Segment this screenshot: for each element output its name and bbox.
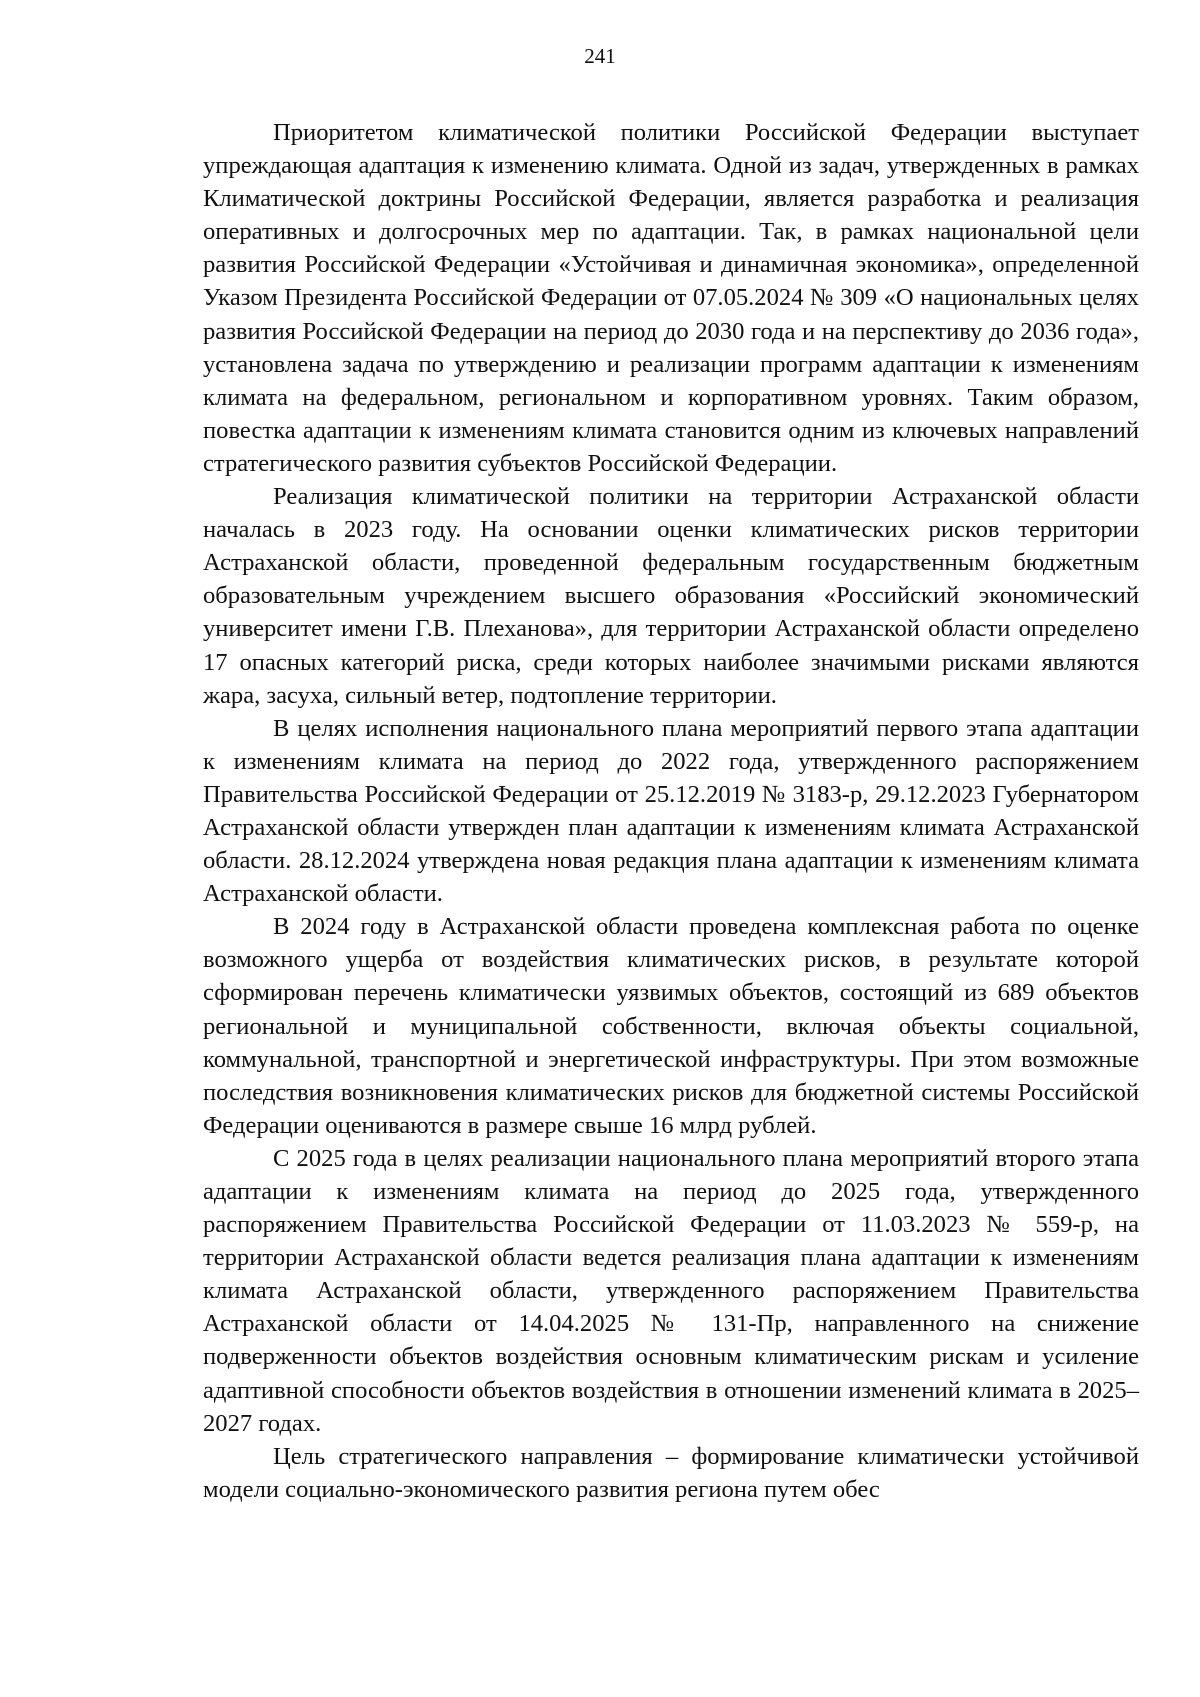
paragraph-policy-implementation: Реализация климатической политики на территории Астраханской области началась в 2023 году. На основании оценки климатических рисков территории Астраханской области, проведенной федеральным государственным бюджетным образовательным учреждением высшего образования «Российский экономический университет имени Г.В. Плеханова», для территории Астраханской области определено 17 опасных категорий риска, среди которых наиболее значимыми рисками являются жара, засуха, сильный ветер, подтопление территории. [203, 483, 1139, 709]
paragraph-first-stage-plan: В целях исполнения национального плана мероприятий первого этапа адаптации к изменениям климата на период до 2022 года, утвержденного распоряжением Правительства Российской Федерации от 25.12.2019 № 3183-р, 29.12.2023 Губернатором Астраханской области утвержден план адаптации к изменениям климата Астраханской области. 28.12.2024 утверждена новая редакция плана адаптации к изменениям климата Астраханской области. [203, 714, 1139, 908]
paragraph-second-stage-plan: С 2025 года в целях реализации национального плана мероприятий второго этапа адаптации к изменениям климата на период до 2025 года, утвержденного распоряжением Правительства Российской Федерации от 11.03.2023 № 559-р, на территории Астраханской области ведется реализация плана адаптации к изменениям климата Астраханской области, утвержденного распоряжением Правительства Астраханской области от 14.04.2025 № 131-Пр, направленного на снижение подверженности объектов воздействия основным климатическим рискам и усиление адаптивной способности объектов воздействия в отношении изменений климата в 2025–2027 годах. [203, 1144, 1139, 1437]
document-body [203, 116, 1139, 1506]
paragraph-damage-assessment: В 2024 году в Астраханской области проведена комплексная работа по оценке возможного ущерба от воздействия климатических рисков, в результате которой сформирован перечень климатически уязвимых объектов, состоящий из 689 объектов региональной и муниципальной собственности, включая объекты социальной, коммунальной, транспортной и энергетической инфраструктуры. При этом возможные последствия возникновения климатических рисков для бюджетной системы Российской Федерации оцениваются в размере свыше 16 млрд рублей. [203, 913, 1139, 1139]
page-number: 241 [584, 44, 616, 68]
paragraph-climate-policy-priority: Приоритетом климатической политики Российской Федерации выступает упреждающая адаптация к изменению климата. Одной из задач, утвержденных в рамках Климатической доктрины Российской Федерации, является разработка и реализация оперативных и долгосрочных мер по адаптации. Так, в рамках национальной цели развития Российской Федерации «Устойчивая и динамичная экономика», определенной Указом Президента Российской Федерации от 07.05.2024 № 309 «О национальных целях развития Российской Федерации на период до 2030 года и на перспективу до 2036 года», установлена задача по утверждению и реализации программ адаптации к изменениям климата на федеральном, региональном и корпоративном уровнях. Таким образом, повестка адаптации к изменениям климата становится одним из ключевых направлений стратегического развития субъектов Российской Федерации. [203, 119, 1139, 477]
paragraph-strategic-goal: Цель стратегического направления – формирование климатически устойчивой модели социально-экономического развития региона путем обес [203, 1442, 1139, 1503]
